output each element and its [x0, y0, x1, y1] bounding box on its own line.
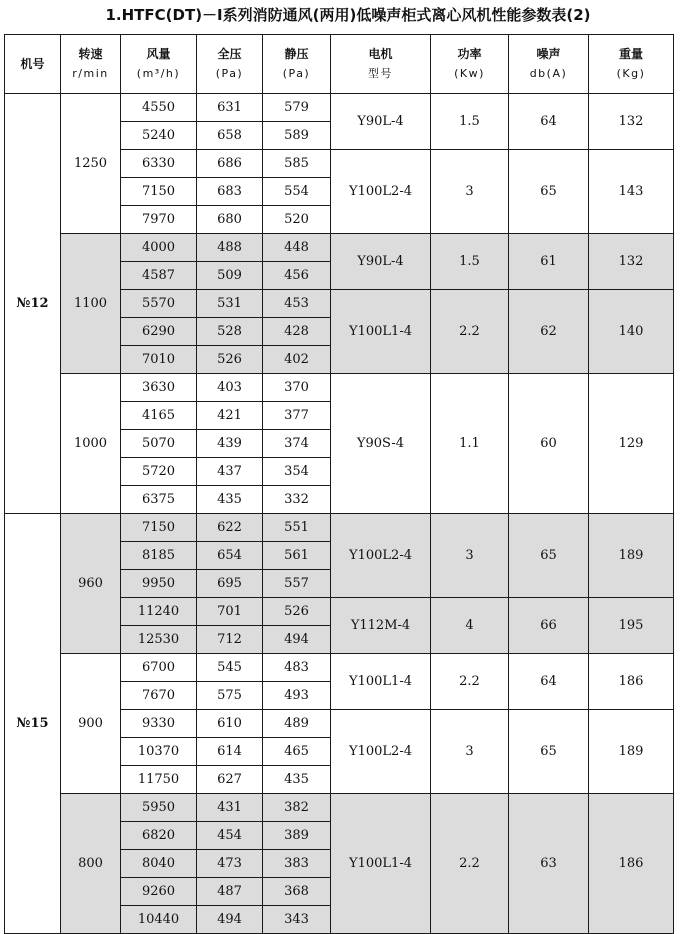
total-pressure-cell: 439	[197, 430, 263, 458]
airflow-cell: 5240	[121, 122, 197, 150]
power-cell: 3	[431, 150, 509, 234]
table-row	[5, 514, 674, 542]
motor-type-cell: Y100L1-4	[331, 290, 431, 374]
noise-cell: 60	[509, 374, 589, 514]
total-pressure-cell: 431	[197, 794, 263, 822]
static-pressure-cell: 374	[263, 430, 331, 458]
noise-cell: 64	[509, 654, 589, 710]
total-pressure-cell: 528	[197, 318, 263, 346]
static-pressure-cell: 489	[263, 710, 331, 738]
total-pressure-cell: 622	[197, 514, 263, 542]
airflow-cell: 5570	[121, 290, 197, 318]
static-pressure-cell: 332	[263, 486, 331, 514]
static-pressure-cell: 435	[263, 766, 331, 794]
table-body	[5, 94, 674, 934]
power-cell: 1.5	[431, 234, 509, 290]
airflow-cell: 6290	[121, 318, 197, 346]
total-pressure-cell: 509	[197, 262, 263, 290]
total-pressure-cell: 488	[197, 234, 263, 262]
motor-type-cell: Y100L1-4	[331, 794, 431, 934]
total-pressure-cell: 654	[197, 542, 263, 570]
airflow-cell: 5720	[121, 458, 197, 486]
static-pressure-cell: 389	[263, 822, 331, 850]
airflow-cell: 6700	[121, 654, 197, 682]
speed-cell: 960	[61, 514, 121, 654]
machine-model-cell: №12	[5, 94, 61, 514]
header-noise: 噪声 db(A)	[509, 35, 589, 94]
weight-cell: 189	[589, 710, 674, 794]
machine-model-cell: №15	[5, 514, 61, 934]
total-pressure-cell: 437	[197, 458, 263, 486]
static-pressure-cell: 382	[263, 794, 331, 822]
airflow-cell: 4165	[121, 402, 197, 430]
power-cell: 1.5	[431, 94, 509, 150]
noise-cell: 64	[509, 94, 589, 150]
total-pressure-cell: 686	[197, 150, 263, 178]
power-cell: 2.2	[431, 290, 509, 374]
airflow-cell: 5070	[121, 430, 197, 458]
table-row	[5, 374, 674, 402]
weight-cell: 186	[589, 654, 674, 710]
total-pressure-cell: 680	[197, 206, 263, 234]
static-pressure-cell: 428	[263, 318, 331, 346]
total-pressure-cell: 575	[197, 682, 263, 710]
total-pressure-cell: 658	[197, 122, 263, 150]
weight-cell: 143	[589, 150, 674, 234]
speed-cell: 1100	[61, 234, 121, 374]
power-cell: 3	[431, 514, 509, 598]
airflow-cell: 6375	[121, 486, 197, 514]
motor-type-cell: Y112M-4	[331, 598, 431, 654]
header-row	[5, 35, 674, 94]
motor-type-cell: Y100L1-4	[331, 654, 431, 710]
power-cell: 1.1	[431, 374, 509, 514]
total-pressure-cell: 683	[197, 178, 263, 206]
weight-cell: 189	[589, 514, 674, 598]
noise-cell: 63	[509, 794, 589, 934]
total-pressure-cell: 701	[197, 598, 263, 626]
motor-type-cell: Y90L-4	[331, 234, 431, 290]
total-pressure-cell: 435	[197, 486, 263, 514]
noise-cell: 62	[509, 290, 589, 374]
static-pressure-cell: 585	[263, 150, 331, 178]
header-airflow: 风量 (m³/h)	[121, 35, 197, 94]
header-weight: 重量 (Kg)	[589, 35, 674, 94]
noise-cell: 65	[509, 514, 589, 598]
motor-type-cell: Y100L2-4	[331, 710, 431, 794]
airflow-cell: 6820	[121, 822, 197, 850]
weight-cell: 140	[589, 290, 674, 374]
static-pressure-cell: 493	[263, 682, 331, 710]
airflow-cell: 7150	[121, 514, 197, 542]
weight-cell: 132	[589, 94, 674, 150]
static-pressure-cell: 377	[263, 402, 331, 430]
header-speed: 转速 r/min	[61, 35, 121, 94]
speed-cell: 1250	[61, 94, 121, 234]
airflow-cell: 9260	[121, 878, 197, 906]
airflow-cell: 8185	[121, 542, 197, 570]
header-model: 机号	[5, 35, 61, 94]
static-pressure-cell: 448	[263, 234, 331, 262]
airflow-cell: 7970	[121, 206, 197, 234]
airflow-cell: 7670	[121, 682, 197, 710]
motor-type-cell: Y90S-4	[331, 374, 431, 514]
airflow-cell: 11240	[121, 598, 197, 626]
airflow-cell: 7150	[121, 178, 197, 206]
performance-table	[4, 34, 674, 934]
total-pressure-cell: 627	[197, 766, 263, 794]
speed-cell: 1000	[61, 374, 121, 514]
total-pressure-cell: 421	[197, 402, 263, 430]
airflow-cell: 10370	[121, 738, 197, 766]
static-pressure-cell: 557	[263, 570, 331, 598]
airflow-cell: 11750	[121, 766, 197, 794]
motor-type-cell: Y90L-4	[331, 94, 431, 150]
static-pressure-cell: 561	[263, 542, 331, 570]
static-pressure-cell: 526	[263, 598, 331, 626]
power-cell: 4	[431, 598, 509, 654]
total-pressure-cell: 487	[197, 878, 263, 906]
weight-cell: 132	[589, 234, 674, 290]
airflow-cell: 4587	[121, 262, 197, 290]
static-pressure-cell: 370	[263, 374, 331, 402]
airflow-cell: 3630	[121, 374, 197, 402]
total-pressure-cell: 494	[197, 906, 263, 934]
motor-type-cell: Y100L2-4	[331, 514, 431, 598]
static-pressure-cell: 354	[263, 458, 331, 486]
header-total-pressure: 全压 (Pa)	[197, 35, 263, 94]
power-cell: 3	[431, 710, 509, 794]
header-motor-type: 电机 型号	[331, 35, 431, 94]
static-pressure-cell: 402	[263, 346, 331, 374]
total-pressure-cell: 403	[197, 374, 263, 402]
static-pressure-cell: 520	[263, 206, 331, 234]
total-pressure-cell: 712	[197, 626, 263, 654]
total-pressure-cell: 526	[197, 346, 263, 374]
static-pressure-cell: 465	[263, 738, 331, 766]
speed-cell: 900	[61, 654, 121, 794]
total-pressure-cell: 610	[197, 710, 263, 738]
airflow-cell: 8040	[121, 850, 197, 878]
total-pressure-cell: 545	[197, 654, 263, 682]
total-pressure-cell: 531	[197, 290, 263, 318]
noise-cell: 61	[509, 234, 589, 290]
table-row	[5, 654, 674, 682]
total-pressure-cell: 614	[197, 738, 263, 766]
static-pressure-cell: 343	[263, 906, 331, 934]
static-pressure-cell: 456	[263, 262, 331, 290]
airflow-cell: 6330	[121, 150, 197, 178]
table-row	[5, 794, 674, 822]
power-cell: 2.2	[431, 654, 509, 710]
total-pressure-cell: 454	[197, 822, 263, 850]
weight-cell: 129	[589, 374, 674, 514]
total-pressure-cell: 695	[197, 570, 263, 598]
airflow-cell: 5950	[121, 794, 197, 822]
static-pressure-cell: 579	[263, 94, 331, 122]
airflow-cell: 7010	[121, 346, 197, 374]
speed-cell: 800	[61, 794, 121, 934]
table-row	[5, 234, 674, 262]
airflow-cell: 4550	[121, 94, 197, 122]
airflow-cell: 9330	[121, 710, 197, 738]
airflow-cell: 4000	[121, 234, 197, 262]
total-pressure-cell: 473	[197, 850, 263, 878]
static-pressure-cell: 494	[263, 626, 331, 654]
static-pressure-cell: 453	[263, 290, 331, 318]
noise-cell: 66	[509, 598, 589, 654]
static-pressure-cell: 554	[263, 178, 331, 206]
weight-cell: 195	[589, 598, 674, 654]
total-pressure-cell: 631	[197, 94, 263, 122]
static-pressure-cell: 589	[263, 122, 331, 150]
noise-cell: 65	[509, 150, 589, 234]
header-power: 功率 (Kw)	[431, 35, 509, 94]
power-cell: 2.2	[431, 794, 509, 934]
table-row	[5, 94, 674, 122]
static-pressure-cell: 383	[263, 850, 331, 878]
airflow-cell: 9950	[121, 570, 197, 598]
page-title: 1.HTFC(DT)－Ⅰ系列消防通风(两用)低噪声柜式离心风机性能参数表(2)	[105, 6, 591, 24]
header-static-pressure: 静压 (Pa)	[263, 35, 331, 94]
static-pressure-cell: 368	[263, 878, 331, 906]
static-pressure-cell: 551	[263, 514, 331, 542]
airflow-cell: 10440	[121, 906, 197, 934]
static-pressure-cell: 483	[263, 654, 331, 682]
airflow-cell: 12530	[121, 626, 197, 654]
noise-cell: 65	[509, 710, 589, 794]
weight-cell: 186	[589, 794, 674, 934]
motor-type-cell: Y100L2-4	[331, 150, 431, 234]
